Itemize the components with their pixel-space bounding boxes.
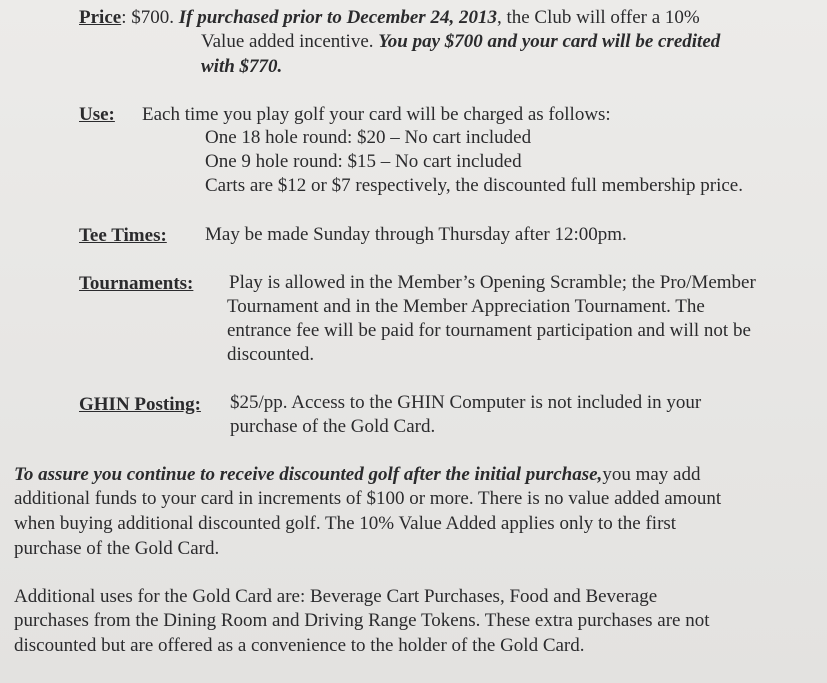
ghin-label: GHIN Posting: — [79, 394, 201, 415]
ghin-line-1: $25/pp. Access to the GHIN Computer is not included in your — [230, 392, 702, 413]
tee-times-label: Tee Times: — [79, 225, 167, 246]
assure-line-3: when buying additional discounted golf. The 10% Value Added applies only to the first — [14, 513, 677, 534]
price-line-1 — [79, 7, 700, 29]
tournaments-line-4: discounted. — [227, 344, 315, 365]
price-colon: : — [121, 7, 127, 28]
assure-line-2: additional funds to your card in increments of $100 or more. There is no value added amount — [14, 488, 722, 509]
assure-line-4: purchase of the Gold Card. — [14, 538, 220, 559]
price-deadline: If purchased prior to December 24, 2013 — [178, 7, 497, 28]
use-label: Use: — [79, 104, 115, 125]
price-credited: with $770. — [201, 56, 283, 77]
assure-lead-rest: you may add — [602, 464, 701, 485]
use-line-carts: Carts are $12 or $7 respectively, the discounted full membership price. — [205, 175, 743, 196]
additional-line-3: discounted but are offered as a convenience to the holder of the Gold Card. — [14, 635, 585, 656]
price-value-added: Value added incentive. — [201, 31, 379, 52]
price-line-2 — [201, 31, 720, 53]
tournaments-line-3: entrance fee will be paid for tournament participation and will not be — [227, 320, 751, 341]
use-intro: Each time you play golf your card will be charged as follows: — [142, 104, 611, 125]
price-you-pay: You pay $700 and your card will be credited — [378, 31, 721, 52]
price-amount: $700. — [126, 7, 179, 28]
use-line-18-hole: One 18 hole round: $20 – No cart included — [205, 127, 532, 148]
tournaments-line-2: Tournament and in the Member Appreciation Tournament. The — [227, 296, 705, 317]
ghin-line-2: purchase of the Gold Card. — [230, 416, 436, 437]
price-label: Price — [79, 7, 122, 28]
assure-line-1 — [14, 464, 700, 486]
assure-lead: To assure you continue to receive discounted golf after the initial purchase, — [14, 464, 603, 485]
tournaments-line-1: Play is allowed in the Member’s Opening Scramble; the Pro/Member — [229, 272, 756, 293]
price-incentive: , the Club will offer a 10% — [496, 7, 700, 28]
tee-times-text: May be made Sunday through Thursday after 12:00pm. — [205, 224, 627, 245]
additional-line-2: purchases from the Dining Room and Driving Range Tokens. These extra purchases are not — [14, 610, 710, 631]
use-line-9-hole: One 9 hole round: $15 – No cart included — [205, 151, 522, 172]
tournaments-label: Tournaments: — [79, 273, 194, 294]
additional-line-1: Additional uses for the Gold Card are: Beverage Cart Purchases, Food and Beverage — [14, 586, 658, 607]
